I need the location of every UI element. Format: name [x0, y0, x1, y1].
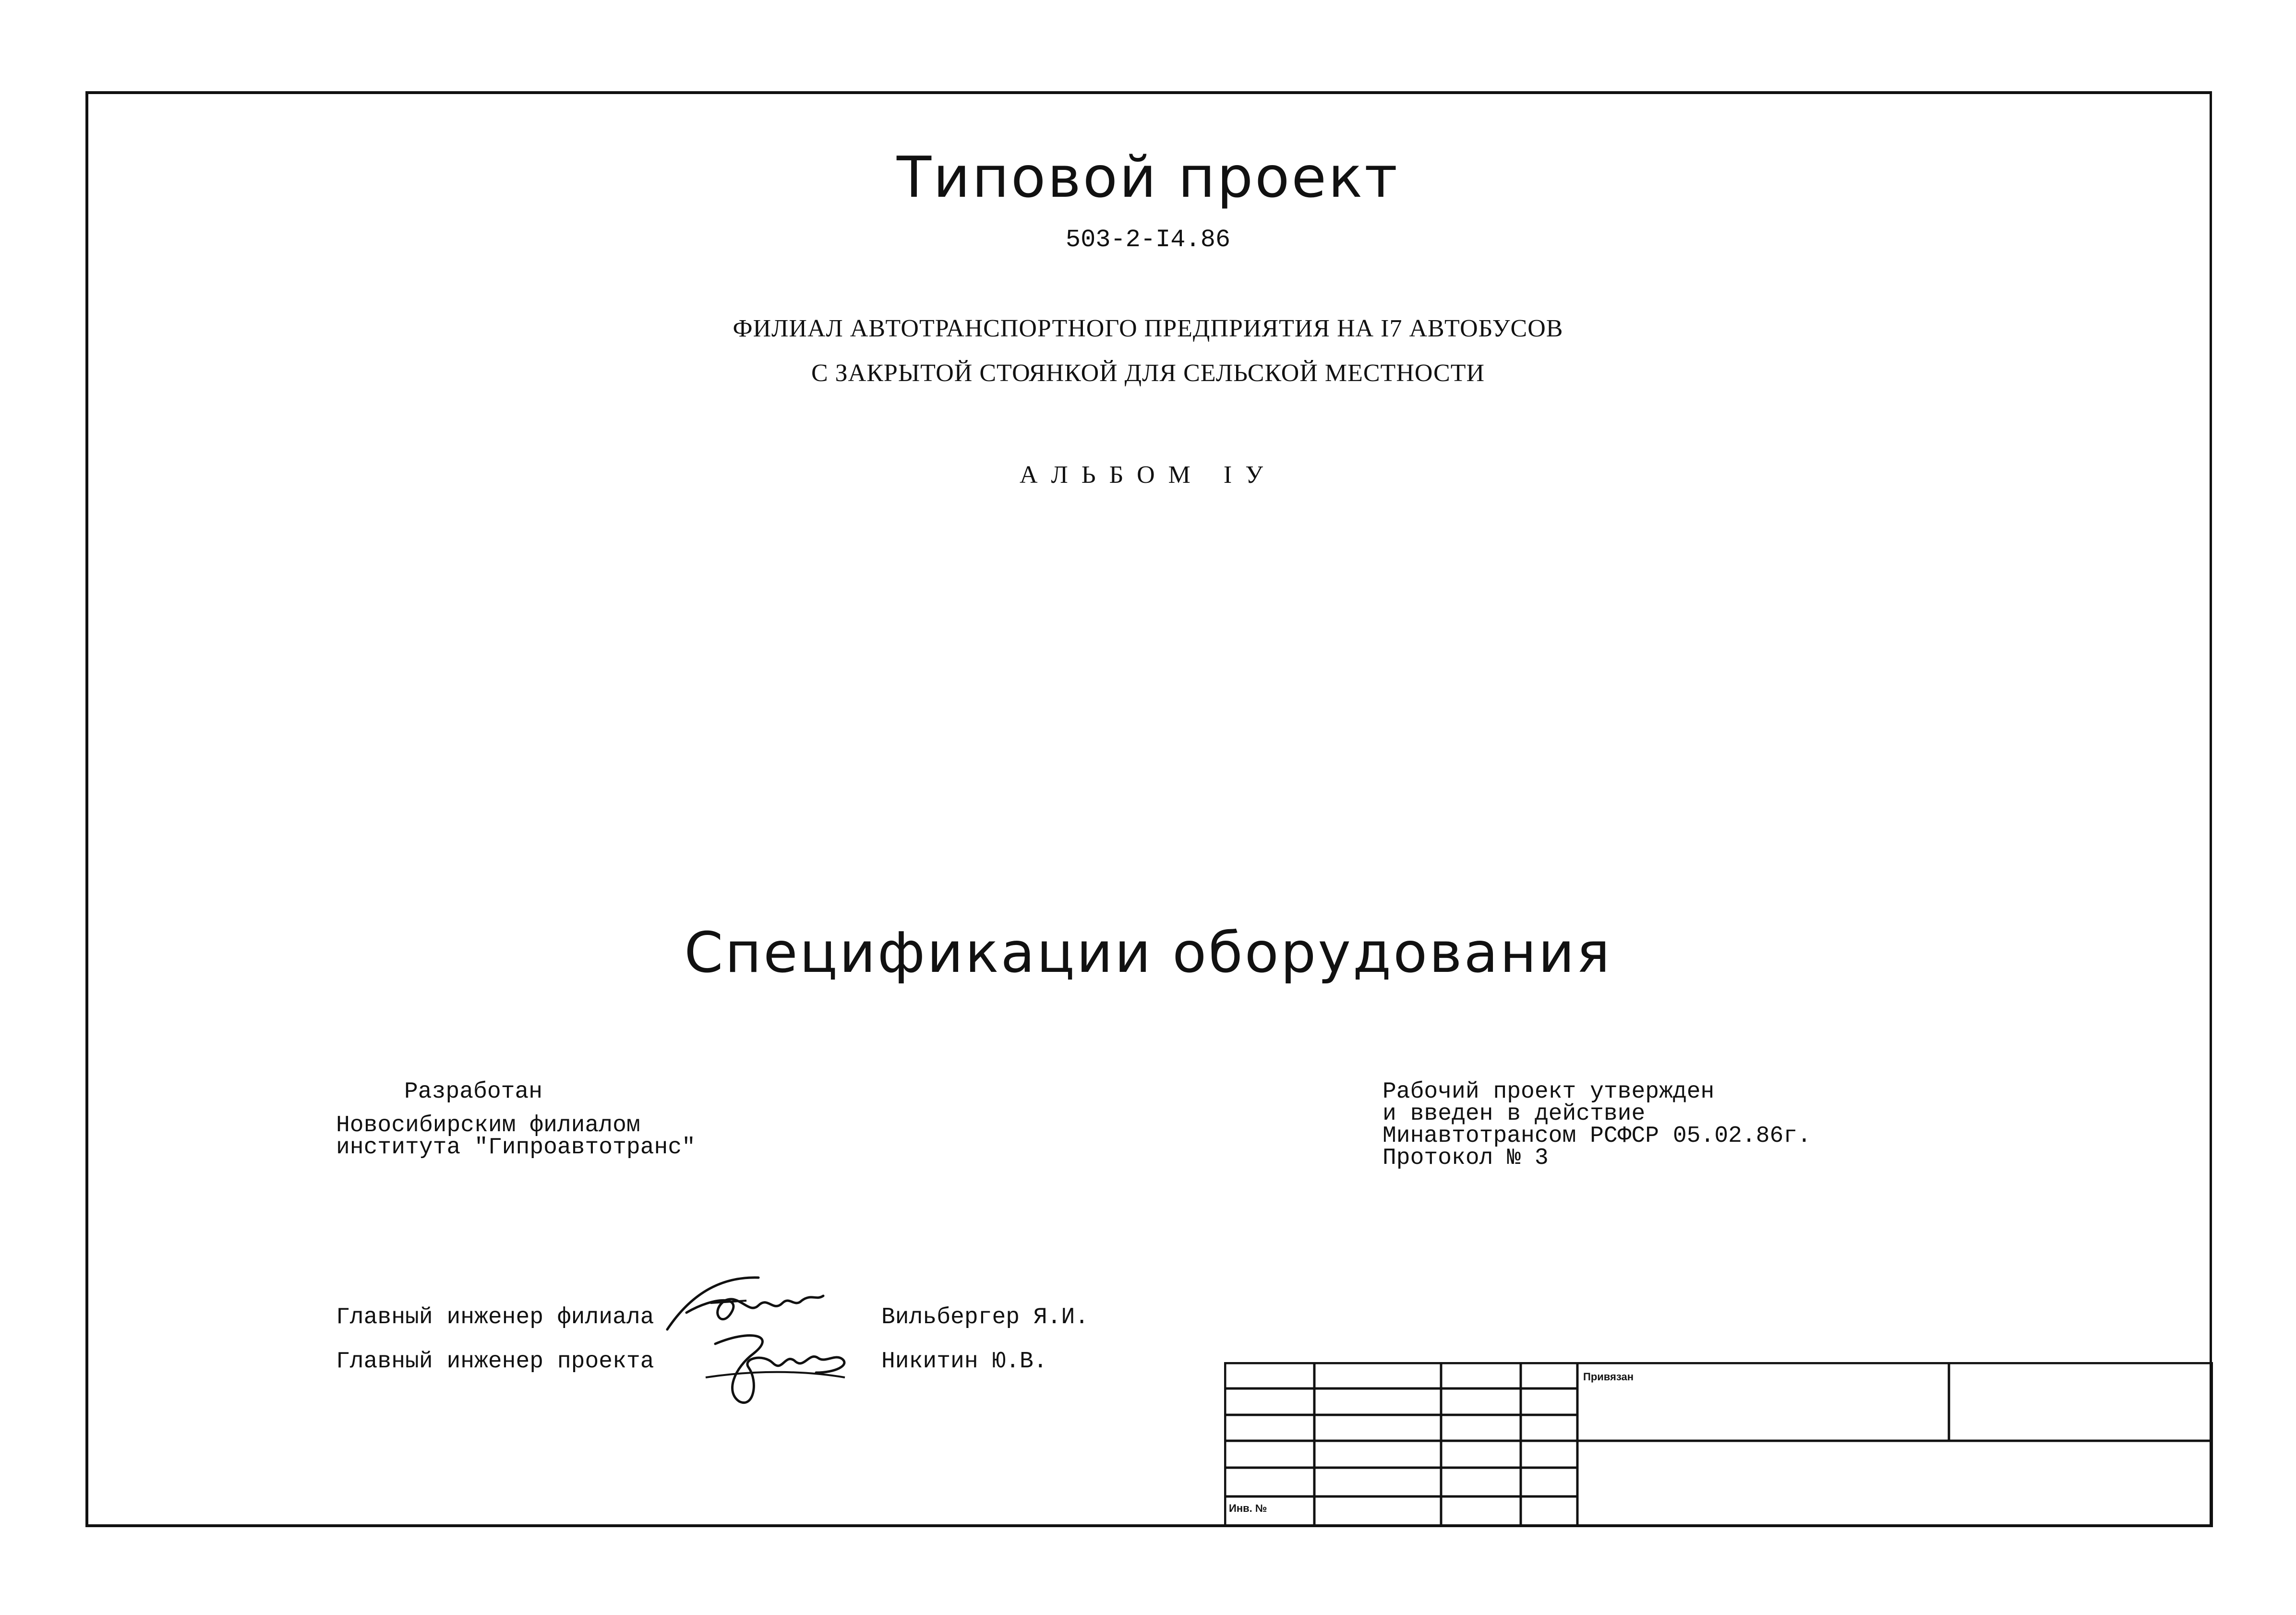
- signatory-2-position: Главный инженер проекта: [336, 1349, 654, 1375]
- stamp-attached-label: Привязан: [1583, 1371, 1634, 1383]
- project-heading: Типовой проект: [897, 144, 1399, 210]
- project-subject-line-2: С ЗАКРЫТОЙ СТОЯНКОЙ ДЛЯ СЕЛЬСКОЙ МЕСТНОСТИ: [811, 359, 1485, 387]
- document-title: Спецификации оборудования: [684, 921, 1612, 985]
- project-subject-line-1: ФИЛИАЛ АВТОТРАНСПОРТНОГО ПРЕДПРИЯТИЯ НА I7 АВТОБУСОВ: [733, 315, 1563, 342]
- developer-label: Разработан: [404, 1079, 543, 1105]
- signatory-1-name: Вильбергер Я.И.: [881, 1304, 1089, 1330]
- album-number: АЛЬБОМ IУ: [1019, 461, 1277, 489]
- project-code: 503-2-I4.86: [1065, 226, 1231, 254]
- signatory-2-name: Никитин Ю.В.: [881, 1349, 1047, 1375]
- signature-2-image: [696, 1325, 859, 1411]
- approval-line-4: Протокол № 3: [1382, 1145, 1549, 1171]
- developer-line-2: института "Гипроавтотранс": [336, 1135, 696, 1160]
- signatory-1-position: Главный инженер филиала: [336, 1304, 654, 1330]
- title-stamp: [1224, 1362, 2213, 1527]
- approval-line-3: Минавтотрансом РСФСР 05.02.86г.: [1382, 1123, 1811, 1149]
- stamp-grid: [1224, 1362, 2213, 1527]
- developer-line-1: Новосибирским филиалом: [336, 1113, 640, 1138]
- stamp-inventory-label: Инв. №: [1229, 1502, 1267, 1514]
- approval-line-2: и введен в действие: [1382, 1101, 1646, 1127]
- approval-line-1: Рабочий проект утвержден: [1382, 1079, 1715, 1105]
